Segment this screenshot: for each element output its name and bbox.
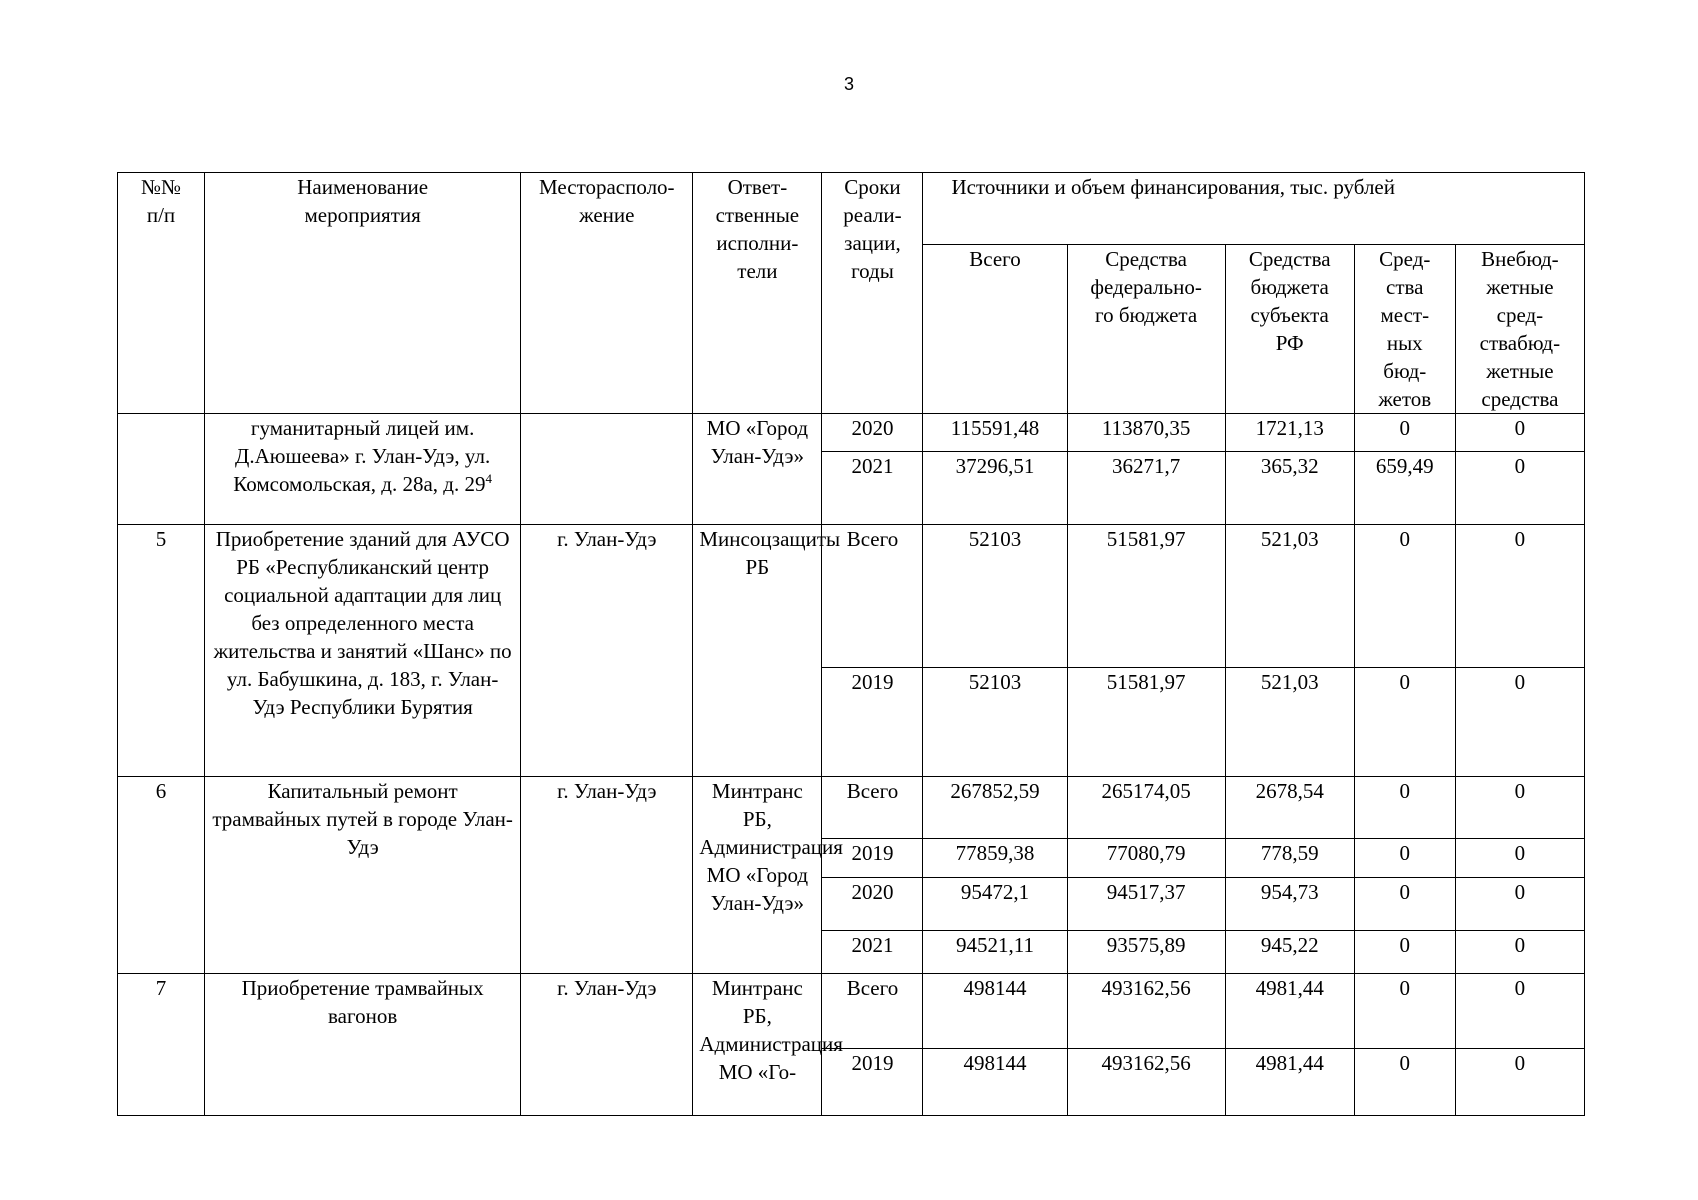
row4-executor: МО «Город Улан-Удэ»	[693, 414, 822, 525]
row5-local: 0	[1354, 668, 1455, 777]
header-total: Всего	[923, 245, 1067, 414]
footnote-marker: 4	[485, 471, 492, 486]
header-federal: Средства федерально- го бюджета	[1067, 245, 1225, 414]
row6-local: 0	[1354, 839, 1455, 878]
row6-subject: 954,73	[1225, 878, 1354, 931]
row6-extra: 0	[1455, 777, 1584, 839]
row4-federal: 36271,7	[1067, 452, 1225, 525]
row6-num: 6	[118, 777, 205, 974]
row7-num: 7	[118, 974, 205, 1116]
header-extra: Внебюд- жетные сред- ствабюд- жетные средства	[1455, 245, 1584, 414]
row5-total: 52103	[923, 668, 1067, 777]
row6-year: 2020	[822, 878, 923, 931]
row6-year: 2021	[822, 931, 923, 974]
row7-year: 2019	[822, 1049, 923, 1116]
row7-subject: 4981,44	[1225, 1049, 1354, 1116]
row6-local: 0	[1354, 931, 1455, 974]
row4-extra: 0	[1455, 414, 1584, 452]
row7-name: Приобретение трамвайных вагонов	[205, 974, 521, 1116]
header-row-1	[118, 173, 1585, 245]
row6-extra: 0	[1455, 839, 1584, 878]
header-num: №№ п/п	[118, 173, 205, 414]
row6-year: Всего	[822, 777, 923, 839]
table-row	[118, 777, 1585, 839]
row5-local: 0	[1354, 525, 1455, 668]
row4-name: гуманитарный лицей им. Д.Аюшеева» г. Улан-Удэ, ул. Комсомольская, д. 28а, д. $29^4$	[205, 414, 521, 525]
row4-local: 0	[1354, 414, 1455, 452]
row4-extra: 0	[1455, 452, 1584, 525]
row5-federal: 51581,97	[1067, 668, 1225, 777]
row7-total: 498144	[923, 1049, 1067, 1116]
row7-total: 498144	[923, 974, 1067, 1049]
row6-subject: 945,22	[1225, 931, 1354, 974]
row4-subject: 365,32	[1225, 452, 1354, 525]
page-number: 3	[843, 74, 854, 94]
row5-location: г. Улан-Удэ	[521, 525, 693, 777]
row7-executor: Минтранс РБ, Администрация МО «Го-	[693, 974, 822, 1116]
header-terms: Сроки реали- зации, годы	[822, 173, 923, 414]
row6-federal: 94517,37	[1067, 878, 1225, 931]
row7-local: 0	[1354, 974, 1455, 1049]
row5-subject: 521,03	[1225, 668, 1354, 777]
row6-total: 267852,59	[923, 777, 1067, 839]
row4-total: 115591,48	[923, 414, 1067, 452]
row7-year: Всего	[822, 974, 923, 1049]
row6-name: Капитальный ремонт трамвайных путей в городе Улан-Удэ	[205, 777, 521, 974]
row6-subject: 2678,54	[1225, 777, 1354, 839]
financing-table	[117, 172, 1585, 1116]
row6-federal: 93575,89	[1067, 931, 1225, 974]
row7-extra: 0	[1455, 974, 1584, 1049]
row4-federal: 113870,35	[1067, 414, 1225, 452]
row7-extra: 0	[1455, 1049, 1584, 1116]
row6-executor: Минтранс РБ, Администрация МО «Город Улан-Удэ»	[693, 777, 822, 974]
row6-federal: 77080,79	[1067, 839, 1225, 878]
row6-total: 77859,38	[923, 839, 1067, 878]
row6-subject: 778,59	[1225, 839, 1354, 878]
row5-num: 5	[118, 525, 205, 777]
row6-federal: 265174,05	[1067, 777, 1225, 839]
row5-federal: 51581,97	[1067, 525, 1225, 668]
row6-year: 2019	[822, 839, 923, 878]
row5-name: Приобретение зданий для АУСО РБ «Республиканский центр социальной адаптации для лиц без определенного места жительства и занятий «Шанс» по ул. Бабушкина, д. 183, г. Улан-Удэ Республики Бурятия	[205, 525, 521, 777]
header-location: Месторасполо- жение	[521, 173, 693, 414]
table-row	[118, 974, 1585, 1049]
row7-federal: 493162,56	[1067, 1049, 1225, 1116]
row7-subject: 4981,44	[1225, 974, 1354, 1049]
header-name: Наименование мероприятия	[205, 173, 521, 414]
row6-extra: 0	[1455, 931, 1584, 974]
row6-extra: 0	[1455, 878, 1584, 931]
row4-local: 659,49	[1354, 452, 1455, 525]
row7-federal: 493162,56	[1067, 974, 1225, 1049]
row7-local: 0	[1354, 1049, 1455, 1116]
row7-location: г. Улан-Удэ	[521, 974, 693, 1116]
row4-num	[118, 414, 205, 525]
header-executors: Ответ- ственные исполни- тели	[693, 173, 822, 414]
table-row	[118, 414, 1585, 452]
header-subject: Средства бюджета субъекта РФ	[1225, 245, 1354, 414]
row6-location: г. Улан-Удэ	[521, 777, 693, 974]
row5-extra: 0	[1455, 668, 1584, 777]
row5-year: Всего	[822, 525, 923, 668]
row5-year: 2019	[822, 668, 923, 777]
row4-year: 2020	[822, 414, 923, 452]
header-local: Сред- ства мест- ных бюд- жетов	[1354, 245, 1455, 414]
row6-total: 95472,1	[923, 878, 1067, 931]
row4-year: 2021	[822, 452, 923, 525]
row4-total: 37296,51	[923, 452, 1067, 525]
row5-subject: 521,03	[1225, 525, 1354, 668]
row5-total: 52103	[923, 525, 1067, 668]
table-row	[118, 525, 1585, 668]
row4-location	[521, 414, 693, 525]
row6-total: 94521,11	[923, 931, 1067, 974]
header-sources: Источники и объем финансирования, тыс. рублей	[923, 173, 1585, 245]
row4-subject: 1721,13	[1225, 414, 1354, 452]
row5-executor: Минсоцзащиты РБ	[693, 525, 822, 777]
row6-local: 0	[1354, 878, 1455, 931]
row6-local: 0	[1354, 777, 1455, 839]
row5-extra: 0	[1455, 525, 1584, 668]
